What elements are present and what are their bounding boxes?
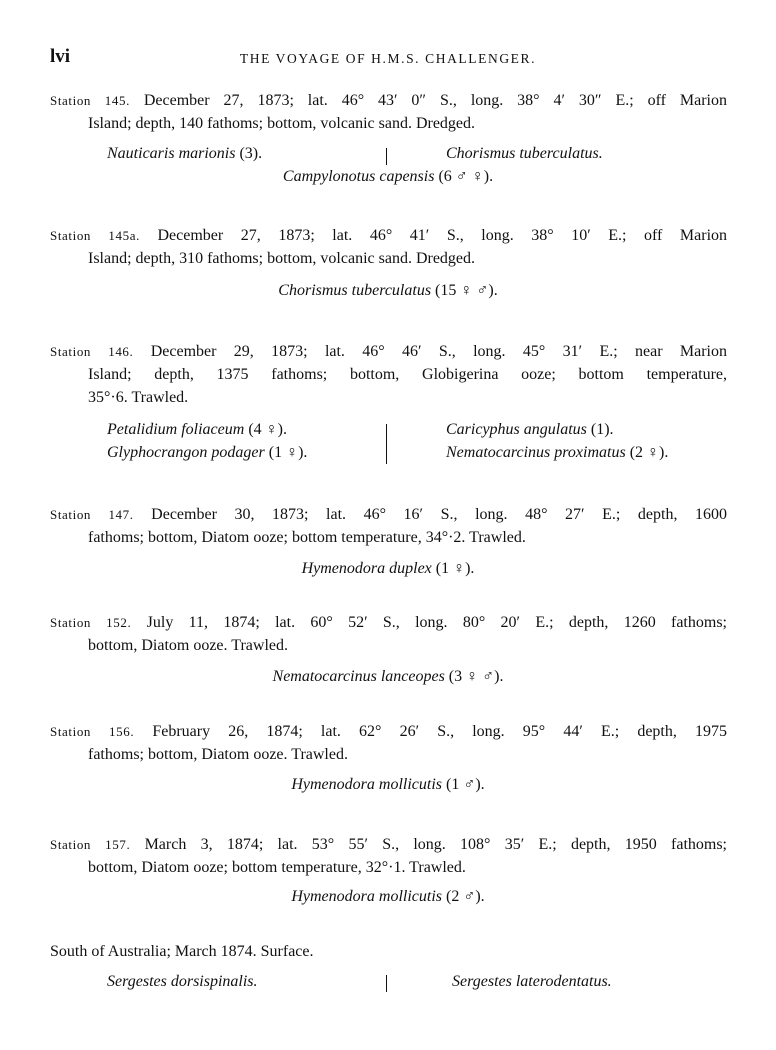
column-divider <box>386 424 387 464</box>
species-name: Chorismus tuberculatus (15 ♀ ♂). <box>278 282 498 299</box>
species-name: Hymenodora mollicutis (1 ♂). <box>291 776 485 793</box>
station-details: February 26, 1874; lat. 62° 26′ S., long. 95° 44′ E.; depth, 1975 <box>152 723 727 740</box>
station-145-entry <box>50 89 727 135</box>
column-divider <box>386 148 387 165</box>
surface-entry <box>50 940 727 963</box>
station-157-entry <box>50 833 727 879</box>
running-title: THE VOYAGE OF H.M.S. CHALLENGER. <box>239 51 537 66</box>
station-label: Station 147. <box>50 507 134 522</box>
station-details: December 27, 1873; lat. 46° 43′ 0″ S., long. 38° 4′ 30″ E.; off Marion <box>143 92 727 109</box>
station-label: Station 152. <box>50 615 132 630</box>
page-header <box>0 46 776 72</box>
station-details-cont: fathoms; bottom, Diatom ooze. Trawled. <box>88 746 348 763</box>
species-name: Hymenodora duplex (1 ♀). <box>301 560 475 577</box>
species-name: Nematocarcinus lanceopes (3 ♀ ♂). <box>272 668 504 685</box>
species-name: Glyphocrangon podager (1 ♀). <box>107 444 308 461</box>
species-name: Petalidium foliaceum (4 ♀). <box>107 421 287 438</box>
species-name: Sergestes dorsispinalis. <box>107 973 258 990</box>
station-details-cont: fathoms; bottom, Diatom ooze; bottom temperature, 34°·2. Trawled. <box>88 529 526 546</box>
station-details-cont: bottom, Diatom ooze. Trawled. <box>88 637 288 654</box>
species-name: Nematocarcinus proximatus (2 ♀). <box>446 444 669 461</box>
station-label: Station 157. <box>50 837 131 852</box>
station-details: December 30, 1873; lat. 46° 16′ S., long. 48° 27′ E.; depth, 1600 <box>151 506 727 523</box>
species-name: Sergestes laterodentatus. <box>452 973 612 990</box>
species-name: Nauticaris marionis (3). <box>107 145 263 162</box>
station-details-cont: bottom, Diatom ooze; bottom temperature, 32°·1. Trawled. <box>88 859 466 876</box>
station-label: Station 145a. <box>50 228 140 243</box>
species-name: Chorismus tuberculatus. <box>446 145 603 162</box>
station-145a-entry <box>50 224 727 270</box>
station-156-entry <box>50 720 727 766</box>
station-146-entry <box>50 340 727 409</box>
species-name: Hymenodora mollicutis (2 ♂). <box>291 888 485 905</box>
species-name: Campylonotus capensis (6 ♂ ♀). <box>282 168 494 185</box>
column-divider <box>386 975 387 992</box>
page-number: lvi <box>50 46 71 67</box>
station-details-cont: Island; depth, 1375 fathoms; bottom, Globigerina ooze; bottom temperature, <box>88 366 727 383</box>
station-label: Station 156. <box>50 724 135 739</box>
station-label: Station 145. <box>50 93 130 108</box>
station-details: December 27, 1873; lat. 46° 41′ S., long. 38° 10′ E.; off Marion <box>157 227 728 244</box>
station-details: December 29, 1873; lat. 46° 46′ S., long. 45° 31′ E.; near Marion <box>150 343 727 360</box>
station-label: Station 146. <box>50 344 134 359</box>
station-details: July 11, 1874; lat. 60° 52′ S., long. 80° 20′ E.; depth, 1260 fathoms; <box>146 614 727 631</box>
station-details-cont: Island; depth, 310 fathoms; bottom, volcanic sand. Dredged. <box>88 250 476 267</box>
surface-details: South of Australia; March 1874. Surface. <box>50 943 314 960</box>
station-details-cont: Island; depth, 140 fathoms; bottom, volcanic sand. Dredged. <box>88 115 476 132</box>
station-details: March 3, 1874; lat. 53° 55′ S., long. 108° 35′ E.; depth, 1950 fathoms; <box>144 836 728 853</box>
station-147-entry <box>50 503 727 549</box>
species-name: Caricyphus angulatus (1). <box>446 421 614 438</box>
station-details-cont: 35°·6. Trawled. <box>88 389 189 406</box>
station-152-entry <box>50 611 727 657</box>
